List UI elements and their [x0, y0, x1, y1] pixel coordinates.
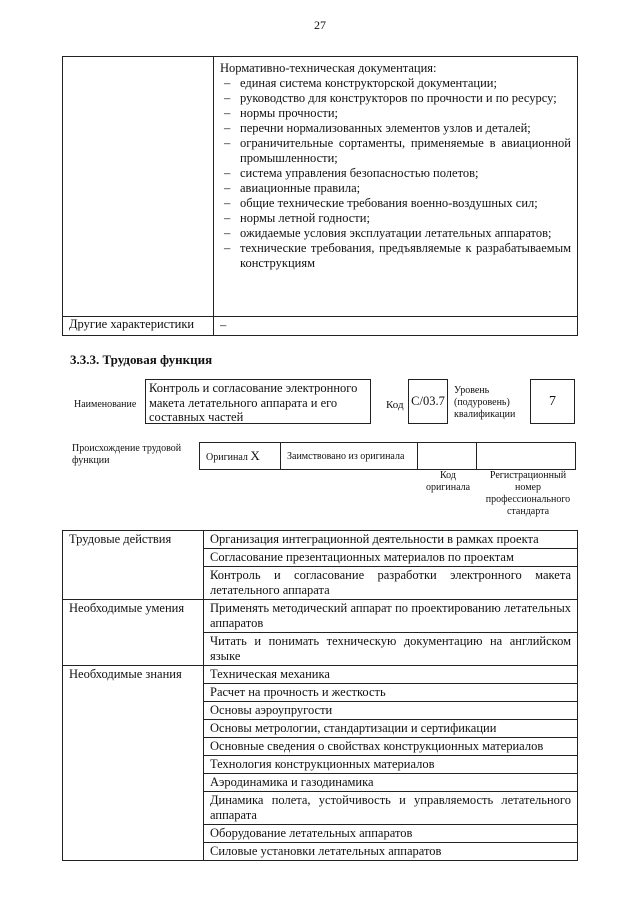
- table-row: Применять методический аппарат по проектированию летательных аппаратов: [204, 600, 578, 633]
- original-mark: Х: [250, 448, 260, 463]
- empty-cell: [63, 567, 204, 600]
- list-item: – единая система конструкторской документации;: [220, 76, 571, 91]
- normative-docs-header: Нормативно-техническая документация:: [220, 61, 437, 75]
- empty-cell: [63, 792, 204, 825]
- table-row: Основы метрологии, стандартизации и сертификации: [204, 720, 578, 738]
- table-row: Согласование презентационных материалов по проектам: [204, 549, 578, 567]
- empty-cell: [63, 774, 204, 792]
- page-number: 27: [314, 18, 326, 32]
- level-value: 7: [530, 379, 575, 424]
- list-item: – нормы прочности;: [220, 106, 571, 121]
- table-row: Основные сведения о свойствах конструкционных материалов: [204, 738, 578, 756]
- table-row: Основы аэроупругости: [204, 702, 578, 720]
- list-item: – авиационные правила;: [220, 181, 571, 196]
- borrowed-cell: Заимствовано из оригинала: [281, 443, 418, 470]
- skills-label: Необходимые умения: [63, 600, 204, 633]
- empty-cell: [63, 702, 204, 720]
- code-original-cell: [418, 443, 477, 470]
- original-cell: [200, 443, 281, 470]
- list-item: – перечни нормализованных элементов узлов и деталей;: [220, 121, 571, 136]
- knowledge-label: Необходимые знания: [63, 666, 204, 684]
- requirements-continuation-table: [62, 56, 578, 336]
- list-item: – ожидаемые условия эксплуатации летательных аппаратов;: [220, 226, 571, 241]
- code-original-caption: Код оригинала: [425, 470, 471, 493]
- section-title: 3.3.3. Трудовая функция: [70, 352, 213, 367]
- normative-docs-list: [220, 76, 571, 271]
- table-row: Силовые установки летательных аппаратов: [204, 843, 578, 861]
- empty-cell: [63, 684, 204, 702]
- actions-label: Трудовые действия: [63, 531, 204, 549]
- empty-cell: [63, 756, 204, 774]
- table-row: Читать и понимать техническую документацию на английском языке: [204, 633, 578, 666]
- empty-cell: [63, 825, 204, 843]
- empty-cell: [63, 843, 204, 861]
- list-item: – руководство для конструкторов по прочности и по ресурсу;: [220, 91, 571, 106]
- empty-cell: [63, 720, 204, 738]
- list-item: – технические требования, предъявляемые к разрабатываемым конструкциям: [220, 241, 571, 271]
- table-row: Динамика полета, устойчивость и управляемость летательного аппарата: [204, 792, 578, 825]
- empty-cell: [63, 633, 204, 666]
- reg-number-caption: Регистрационный номер профессионального стандарта: [485, 470, 571, 517]
- table-row: Расчет на прочность и жесткость: [204, 684, 578, 702]
- original-label: Оригинал: [206, 452, 248, 463]
- list-item: – система управления безопасностью полетов;: [220, 166, 571, 181]
- code-value: С/03.7: [408, 379, 448, 424]
- list-item: – нормы летной годности;: [220, 211, 571, 226]
- empty-cell: [63, 549, 204, 567]
- origin-table: [199, 442, 576, 470]
- reg-number-cell: [477, 443, 576, 470]
- table-row: Организация интеграционной деятельности в рамках проекта: [204, 531, 578, 549]
- origin-label: Происхождение трудовой функции: [72, 443, 182, 466]
- name-value: Контроль и согласование электронного макета летательного аппарата и его составных частей: [145, 379, 371, 424]
- other-characteristics-label: Другие характеристики: [63, 316, 214, 335]
- function-details-table: [62, 530, 578, 861]
- list-item: – общие технические требования военно-воздушных сил;: [220, 196, 571, 211]
- empty-label-cell: [63, 57, 214, 317]
- table-row: Оборудование летательных аппаратов: [204, 825, 578, 843]
- normative-docs-cell: [214, 57, 578, 317]
- empty-cell: [63, 738, 204, 756]
- table-row: Техническая механика: [204, 666, 578, 684]
- other-characteristics-value: –: [214, 316, 578, 335]
- list-item: – ограничительные сортаменты, применяемые в авиационной промышленности;: [220, 136, 571, 166]
- table-row: Аэродинамика и газодинамика: [204, 774, 578, 792]
- table-row: Контроль и согласование разработки электронного макета летательного аппарата: [204, 567, 578, 600]
- table-row: Технология конструкционных материалов: [204, 756, 578, 774]
- level-label: Уровень (подуровень) квалификации: [454, 385, 516, 420]
- code-label: Код: [386, 399, 404, 411]
- name-label: Наименование: [74, 399, 137, 410]
